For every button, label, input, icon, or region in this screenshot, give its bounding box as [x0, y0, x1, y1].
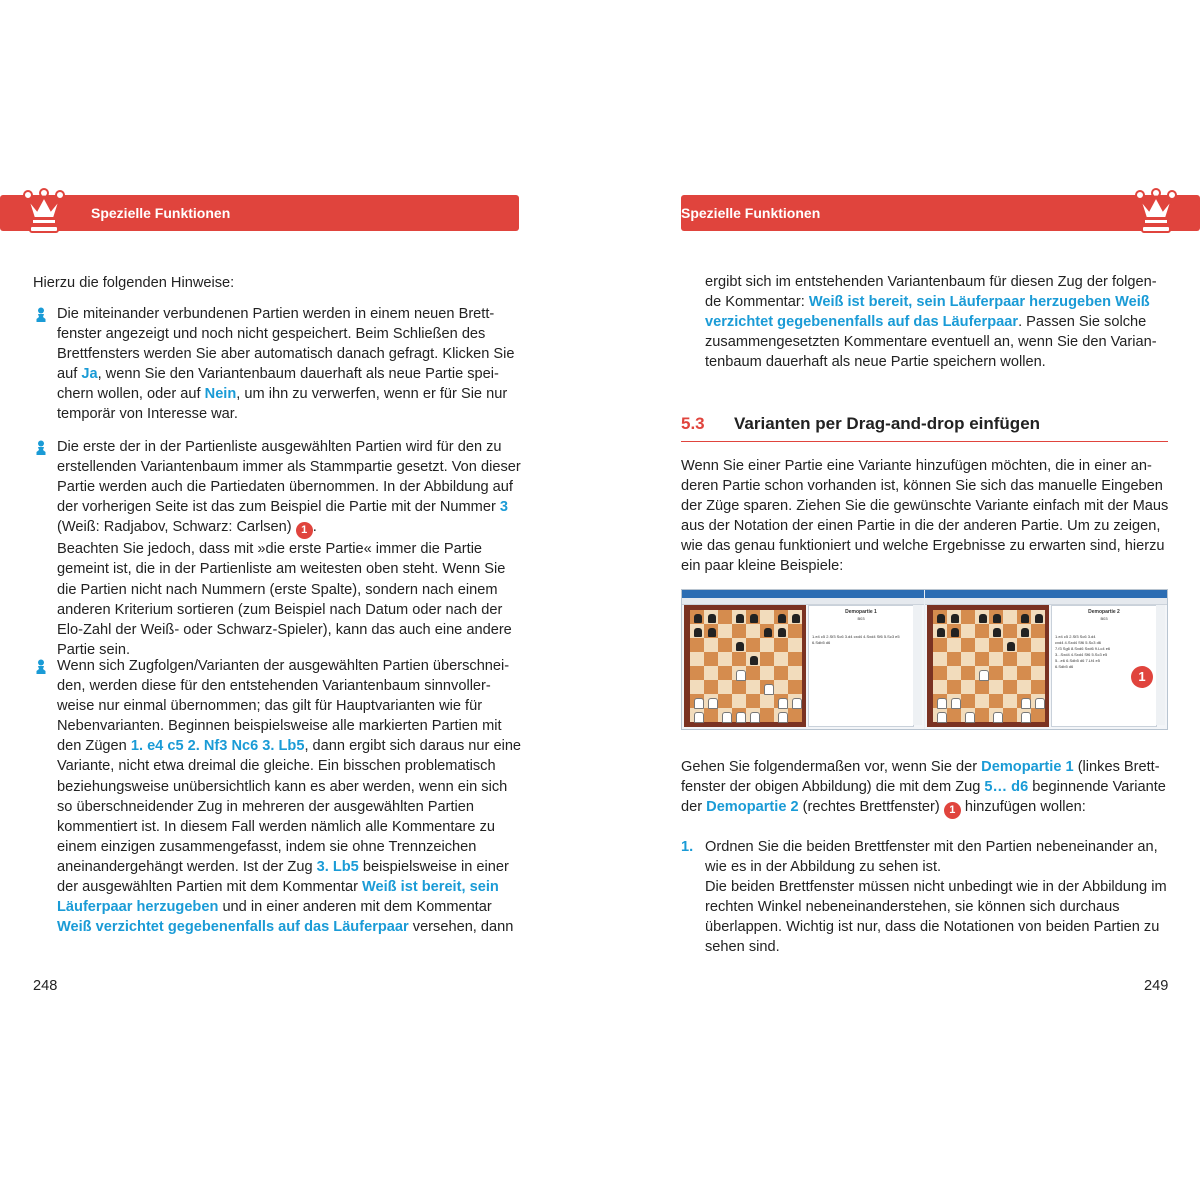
callout-badge: 1 [944, 802, 961, 819]
board-window-right [925, 590, 1167, 729]
page-number: 248 [33, 978, 58, 994]
screenshot-figure [681, 589, 1168, 730]
chess-board [684, 605, 806, 727]
step-1: Ordnen Sie die beiden Brettfenster mit den Partien nebeneinander an, wie es in der Abbildung zu sehen ist. Die beiden Brettfenster müssen nicht unbedingt wie in der Abbildung im rechten Winkel nebeneinanderstehen, sie können sich durchaus überlappen. Wichtig ist nur, dass die Notationen von beiden Partien zu sehen sind. [705, 839, 1167, 956]
intro-text: Hierzu die folgenden Hinweise: [33, 275, 235, 291]
crown-icon [1135, 188, 1177, 236]
page-number: 249 [1144, 978, 1169, 994]
notation-panel: Demopartie 1 B03 1.e4 c5 2.Sf3 Sc6 3.d4 cxd4 4.Sxd4 Sf6 5.Sc3 e5 6.Sdb5 d6 [808, 605, 914, 727]
notation-panel: Demopartie 2 B03 1.e4 c5 2.Sf3 Sc6 3.d4 cxd4 4.Sxd4 Sf6 5.Sc3 d6 7.f3 Sg6 8.Sxd6 Sxd6 9.Lc4 e6 3...Sxd4 4.Sxd4 Sf6 5.Sc3 e5 5...e6 6.Sdb5 d6 7.Lf4 e5 6.Sdb5 d6 [1051, 605, 1157, 727]
section-title: Varianten per Drag-and-drop einfügen [734, 414, 1041, 433]
bullet-1: Die miteinander verbundenen Partien werden in einem neuen Brettfenster angezeigt und noch nicht gespeichert. Beim Schließen des Brettfensters werden Sie aber automatisch danach gefragt. Klicken Sie auf Ja, wenn Sie den Variantenbaum dauerhaft als neue Partie speichern wollen, oder auf Nein, um ihn zu verwerfen, wenn er für Sie nur temporär von Interesse war. [57, 306, 515, 423]
bullet-3: Wenn sich Zugfolgen/Varianten der ausgewählten Partien überschneiden, werden diese für den entstehenden Variantenbaum sinnvollerweise nur einmal übernommen; das gilt für Hauptvarianten wie für Nebenvarianten. Beginnen beispielsweise alle markierten Partien mit den Zügen 1. e4 c5 2. Nf3 Nc6 3. Lb5, dann ergibt sich daraus nur eine Variante, nicht etwa dreimal die gleiche. Ein bisschen problematisch beziehungsweise unübersichtlich kann es aber werden, wenn ein sich so überschneidender Zug in mehreren der ausgewählten Partien kommentiert ist. In diesem Fall werden nämlich alle Kommentare zu einem einzigen zusammengefasst, indem sie ohne Trennzeichen aneinandergehängt werden. Ist der Zug 3. Lb5 beispielsweise in einer der ausgewählten Partien mit dem Kommentar Weiß ist bereit, sein Läuferpaar herzugeben und in einer anderen mit dem Kommentar Weiß verzichtet gegebenenfalls auf das Läuferpaar versehen, dann [57, 658, 522, 936]
pawn-bullet-icon [35, 440, 47, 455]
chess-board [927, 605, 1049, 727]
callout-badge: 1 [1131, 666, 1153, 688]
pawn-bullet-icon [35, 659, 47, 674]
pawn-bullet-icon [35, 307, 47, 322]
section-number: 5.3 [681, 414, 705, 433]
board-window-left [682, 590, 924, 729]
chapter-banner-title: Spezielle Funktionen [91, 205, 231, 221]
chapter-banner-title: Spezielle Funktionen [681, 205, 821, 221]
chapter-banner [681, 195, 1200, 231]
bullet-2: Die erste der in der Partienliste ausgewählten Partien wird für den zu erstellenden Variantenbaum immer als Stammpartie gesetzt. Von dieser Partie werden auch die Partiedaten übernommen. In der Abbildung auf der vorherigen Seite ist das zum Beispiel die Partie mit der Nummer 3 (Weiß: Radjabov, Schwarz: Carlsen) 1 . Beachten Sie jedoch, dass mit »die erste Partie« immer die Partie gemeint ist, die in der Partienliste am weitesten oben steht. Wenn Sie die Partien nicht nach Nummern (erste Spalte), sondern nach einem anderen Kriterium sortieren (zum Beispiel nach Datum oder nach der Elo-Zahl der Weiß- oder Schwarz-Spieler), kann das auch eine andere Partie sein. [57, 439, 521, 658]
section-heading [681, 413, 1168, 442]
intro-paragraph: Wenn Sie einer Partie eine Variante hinzufügen möchten, die in einer anderen Partie schon vorhanden ist, können Sie sich das manuelle Eingeben der Züge sparen. Ziehen Sie die gewünschte Variante einfach mit der Maus aus der Notation der einen Partie in die der anderen Partie. Um zu zeigen, wie das genau funktioniert und welche Ergebnisse zu erwarten sind, hierzu ein paar kleine Beispiele: [681, 458, 1169, 575]
callout-badge: 1 [296, 522, 313, 539]
continuation-text: ergibt sich im entstehenden Variantenbaum für diesen Zug der folgende Kommentar: Weiß ist bereit, sein Läuferpaar herzugeben Weiß verzichtet gegebenenfalls auf das Läuferpaar. Passen Sie solche zusammengesetzten Kommentare eventuell an, wenn Sie den Variantenbaum dauerhaft als neue Partie speichern wollen. [705, 274, 1157, 371]
chapter-banner [0, 195, 519, 231]
crown-icon [23, 188, 65, 236]
step-number: 1. [681, 839, 694, 855]
instruction-paragraph: Gehen Sie folgendermaßen vor, wenn Sie der Demopartie 1 (linkes Brettfenster der obigen Abbildung) die mit dem Zug 5… d6 beginnende Variante der Demopartie 2 (rechtes Brettfenster) 1 hinzufügen wollen: [681, 757, 1169, 819]
